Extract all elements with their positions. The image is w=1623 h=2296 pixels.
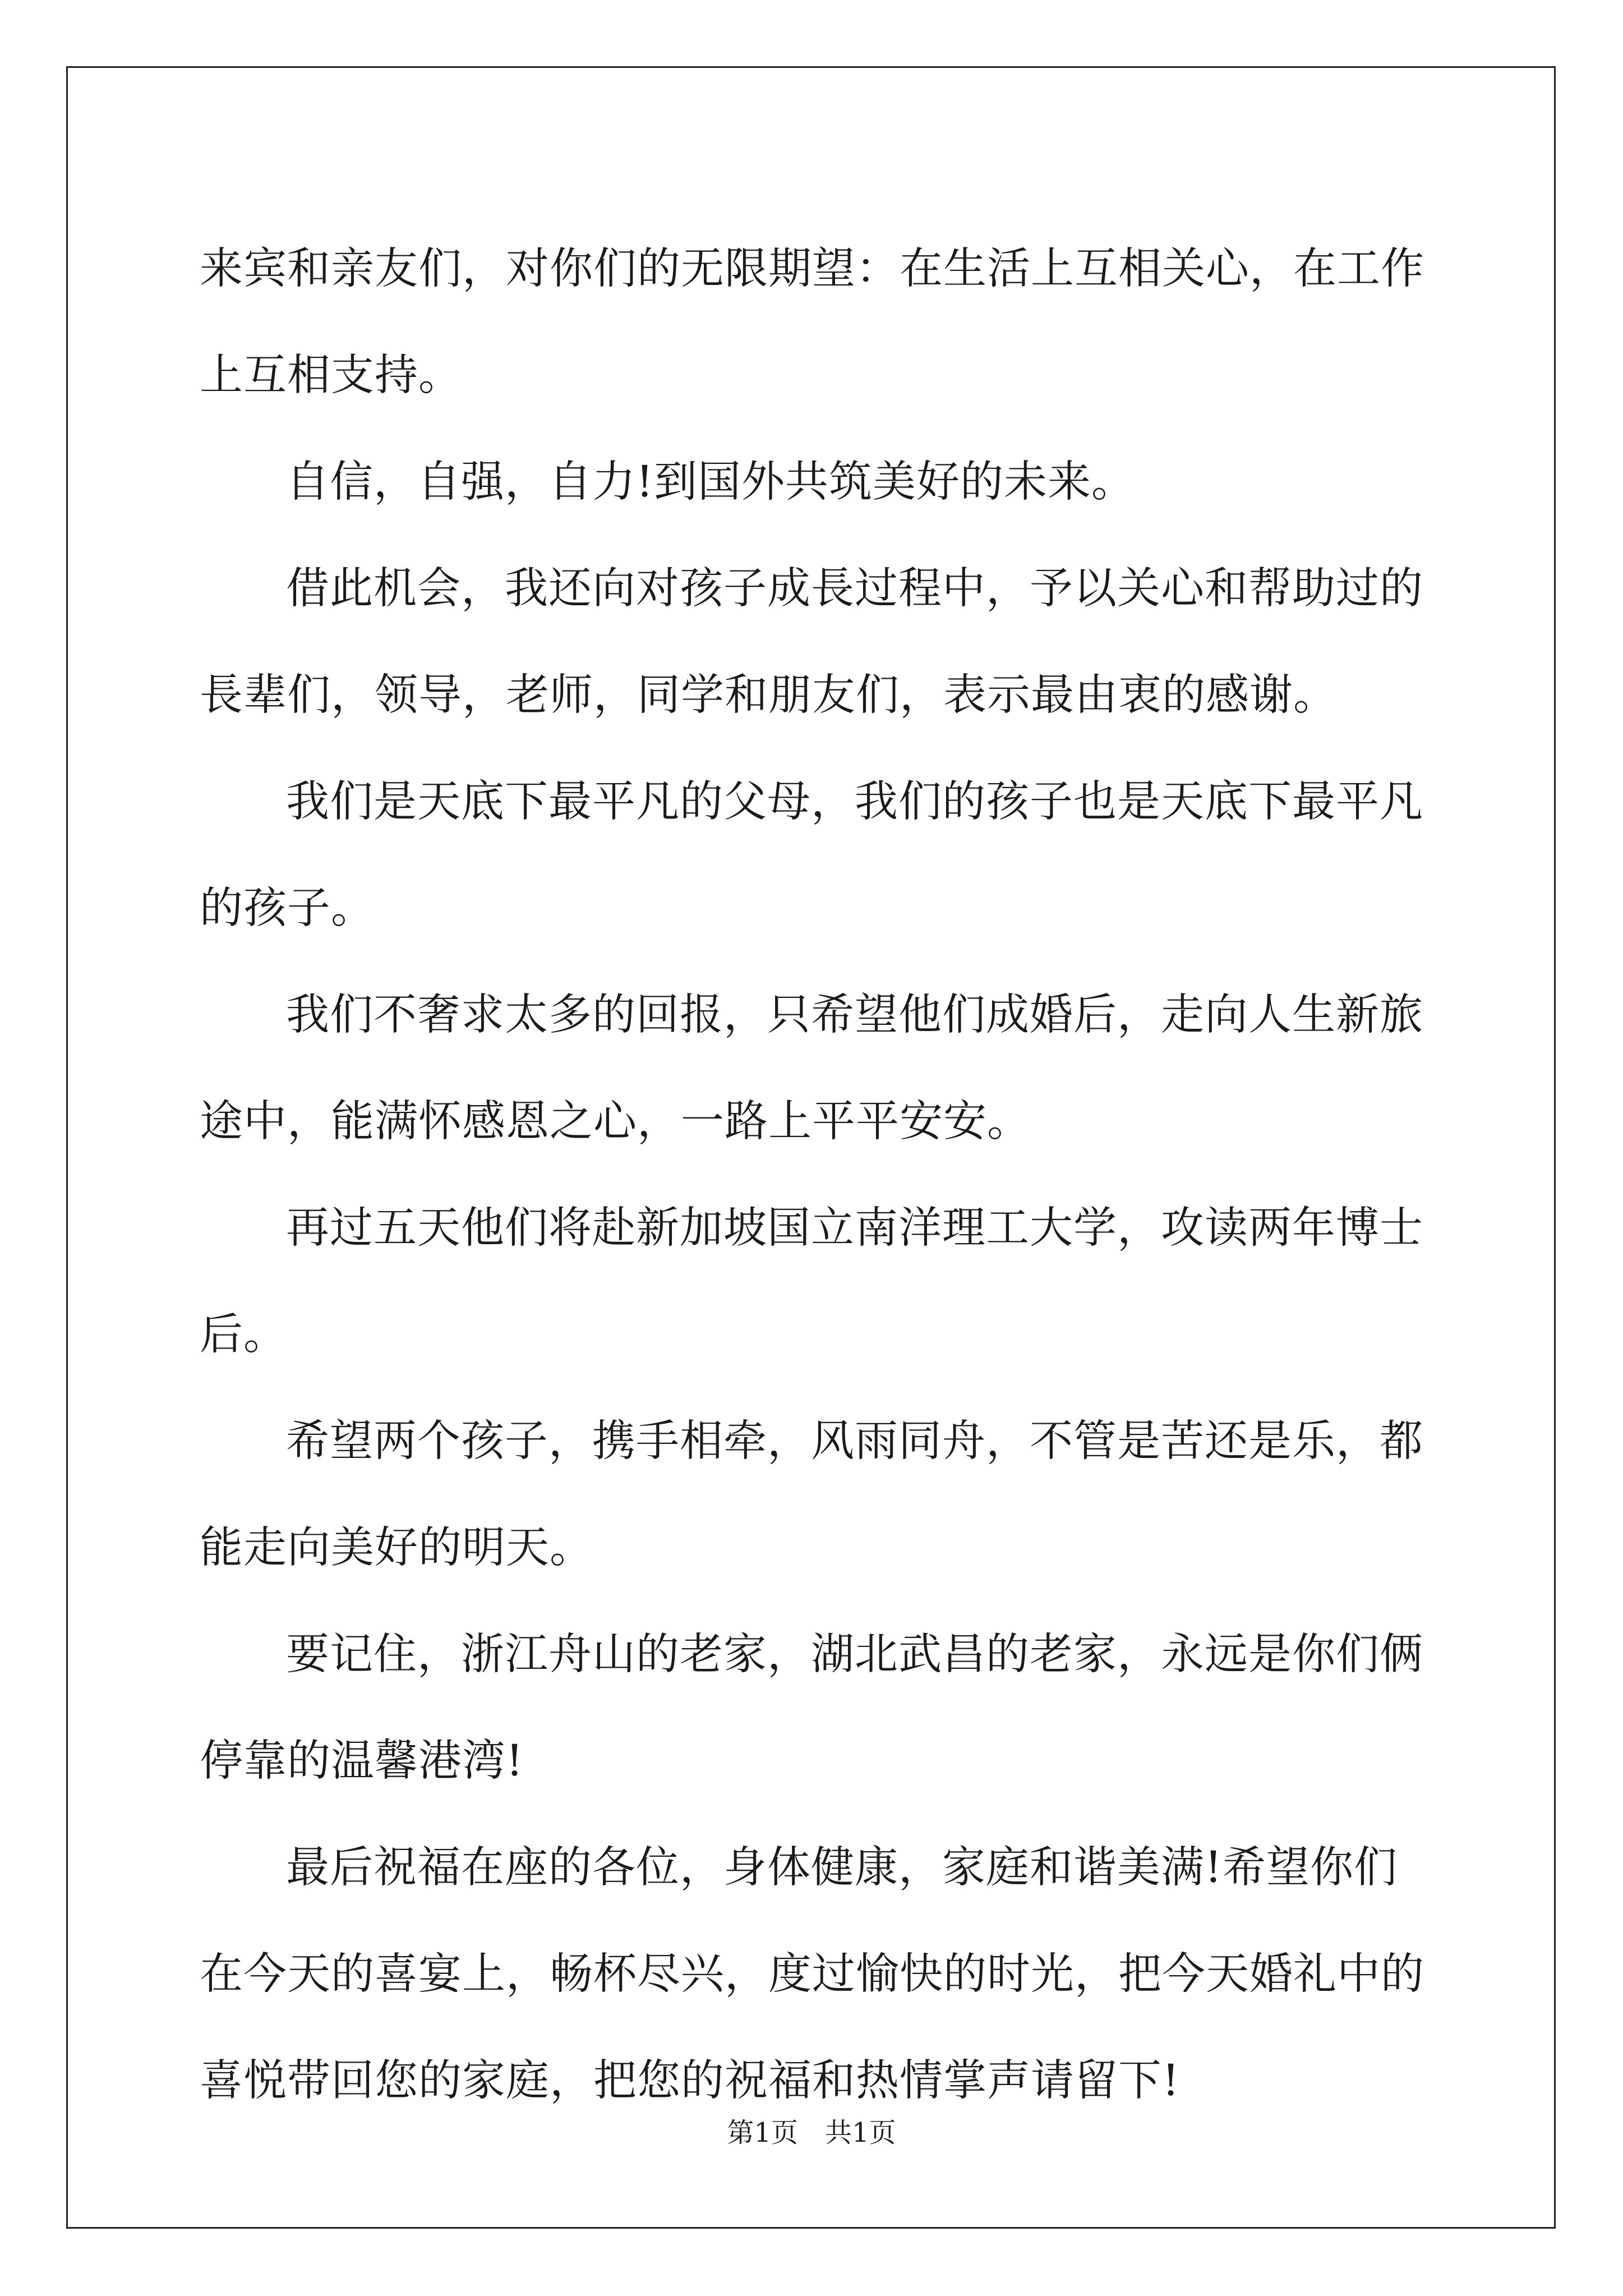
paragraph: 来宾和亲友们，对你们的无限期望：在生活上互相关心，在工作上互相支持。 — [200, 244, 1424, 401]
paragraph: 要记住，浙江舟山的老家，湖北武昌的老家，永远是你们俩停靠的温馨港湾! — [200, 1630, 1423, 1786]
paragraph: 我们是天底下最平凡的父母，我们的孩子也是天底下最平凡的孩子。 — [200, 777, 1423, 933]
paragraph: 借此机会，我还向对孩子成長过程中，予以关心和帮助过的長辈们，领导，老师，同学和朋友们，表示最由衷的感谢。 — [200, 564, 1423, 720]
page-number: 第1页 共1页 — [727, 2117, 896, 2148]
paragraph: 最后祝福在座的各位，身体健康，家庭和谐美满!希望你们在今天的喜宴上，畅杯尽兴，度过愉快的时光，把今天婚礼中的喜悦带回您的家庭，把您的祝福和热情掌声请留下! — [200, 1843, 1424, 2106]
paragraph: 我们不奢求太多的回报，只希望他们成婚后，走向人生新旅途中，能满怀感恩之心，一路上平平安安。 — [200, 990, 1423, 1147]
document-body — [200, 216, 1435, 2134]
paragraph: 自信，自强，自力!到国外共筑美好的未来。 — [286, 457, 1135, 507]
paragraph: 希望两个孩子，携手相牵，风雨同舟，不管是苦还是乐，都能走向美好的明天。 — [200, 1416, 1423, 1573]
paragraph: 再过五天他们将赴新加坡国立南洋理工大学，攻读两年博士后。 — [200, 1203, 1423, 1360]
